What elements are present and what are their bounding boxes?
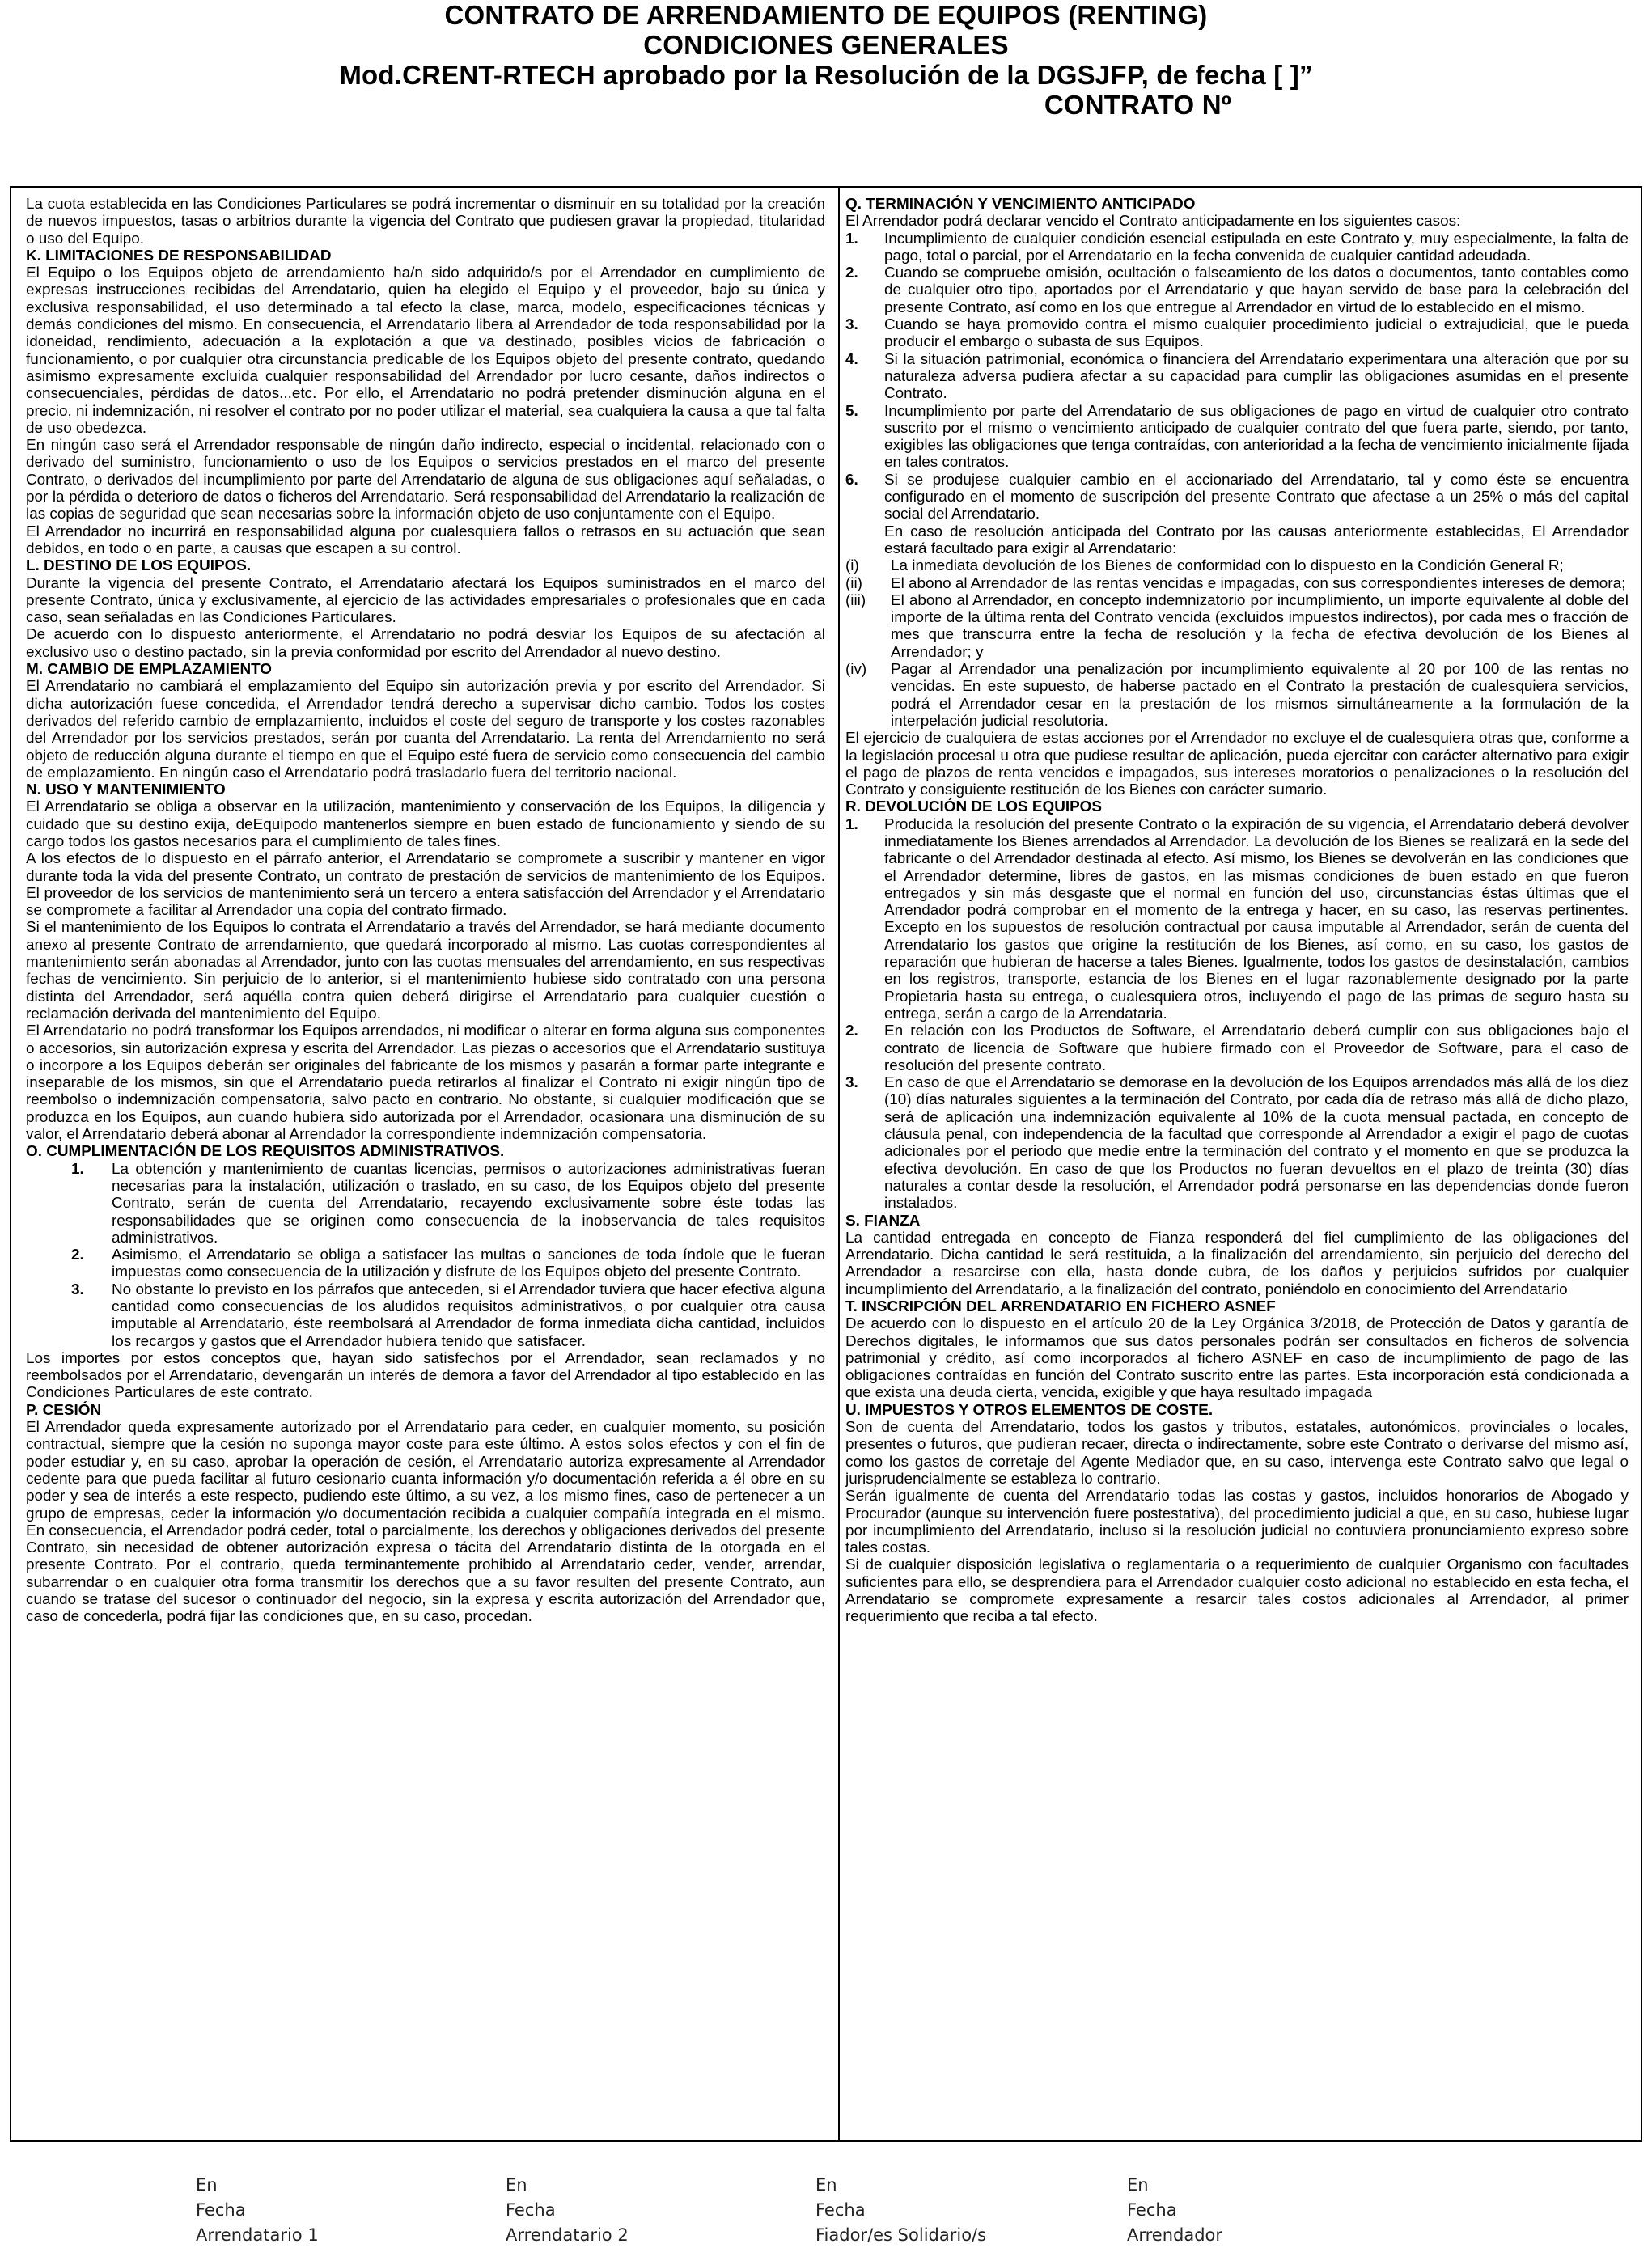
- list-item-text: Si se produjese cualquier cambio en el accionariado del Arrendatario, tal y como éste se encuentra configurado en el momento de suscripción del presente Contrato que afectase a un 25% o más del capital social del Arrendatario.: [884, 471, 1629, 523]
- header-title: CONTRATO DE ARRENDAMIENTO DE EQUIPOS (RENTING): [444, 0, 1208, 30]
- list-item: [845, 351, 1629, 403]
- list-item-text: La obtención y mantenimiento de cuantas licencias, permisos o autorizaciones administrativas fueran necesarias para la instalación, utilización o traslado, en su caso, de los Equipos objeto del presente Contrato, serán de cuenta del Arrendatario, recayendo exclusivamente sobre éste todas las responsabilidades que se originen como consecuencia de la inobservancia de tales requisitos administrativos.: [112, 1160, 825, 1247]
- section-q-paragraph: El ejercicio de cualquiera de estas acciones por el Arrendador no excluye el de cualesquiera otras que, conforme a la legislación procesal u otra que pudiese resultar de aplicación, pueda ejercitar con carácter alternativo para exigir el pago de plazos de renta vencidos e impagados, sus intereses moratorios o penalizaciones o la resolución del Contrato y consiguiente restitución de los Bienes con carácter sumario.: [845, 730, 1629, 799]
- list-item: [845, 472, 1629, 523]
- list-item-number: (iii): [845, 591, 866, 609]
- list-item-text: En relación con los Productos de Software, el Arrendatario deberá cumplir con sus obligaciones bajo el contrato de licencia de Software que hubiere firmado con el Proveedor de Software, para el caso de resolución del presente contrato.: [884, 1022, 1629, 1074]
- signature-place-label: En: [196, 2175, 218, 2195]
- section-p-title: P. CESIÓN: [26, 1401, 102, 1419]
- list-item-number: 1.: [845, 815, 858, 833]
- section-n-title: N. USO Y MANTENIMIENTO: [26, 781, 226, 799]
- list-item: [845, 1022, 1629, 1074]
- signature-date-label: Fecha: [506, 2200, 556, 2220]
- list-item-number: 1.: [71, 1160, 84, 1178]
- section-k-title: K. LIMITACIONES DE RESPONSABILIDAD: [26, 247, 332, 265]
- list-item-number: 5.: [845, 402, 858, 420]
- section-r-list: [845, 816, 1629, 1213]
- section-q-intro: El Arrendador podrá declarar vencido el Contrato anticipadamente en los siguientes casos:: [845, 213, 1461, 231]
- list-item-text: Incumplimiento por parte del Arrendatario de sus obligaciones de pago en virtud de cualquier otro contrato suscrito por el mismo o vencimiento anticipado de cualquier contrato del que fuera parte, siendo, por tanto, exigibles las obligaciones que tenga contraídas, con anterioridad a la fecha de vencimiento inicialmente fijada en tales contratos.: [884, 402, 1629, 472]
- list-item-number: (iv): [845, 661, 867, 679]
- list-item-text: El abono al Arrendador de las rentas vencidas e impagadas, con sus correspondientes intereses de demora;: [891, 574, 1626, 592]
- list-item: [71, 1247, 825, 1281]
- section-t-paragraph: De acuerdo con lo dispuesto en el artículo 20 de la Ley Orgánica 3/2018, de Protección de Datos y garantía de Derechos digitales, le informamos que sus datos personales podrán ser consultados en ficheros de solvencia patrimonial y crédito, así como incorporados al fichero ASNEF en caso de incumplimiento de pago de las obligaciones contraídas en función del Contrato suscrito entre las partes. Esta incorporación está condicionada a que exista una deuda cierta, vencida, exigible y que haya resultado impagada: [845, 1315, 1629, 1402]
- list-item-text: Incumplimiento de cualquier condición esencial estipulada en este Contrato y, muy especialmente, la falta de pago, total o parcial, por el Arrendatario en la fecha convenida de cualquier cantidad adeudada.: [884, 230, 1629, 265]
- signature-place-label: En: [1127, 2175, 1149, 2195]
- section-o-list: [26, 1161, 825, 1350]
- list-item-number: 2.: [845, 265, 858, 282]
- signature-date-label: Fecha: [815, 2200, 866, 2220]
- section-u-paragraph: Serán igualmente de cuenta del Arrendatario todas las costas y gastos, incluidos honorarios de Abogado y Procurador (aunque su intervención fuere postestativa), del procedimiento judicial a que, en su caso, hubiese lugar por incumplimiento del Arrendatario, incluso si la resolución judicial no contuviera pronunciamiento expreso sobre tales costas.: [845, 1488, 1629, 1557]
- list-item-text: El abono al Arrendador, en concepto indemnizatorio por incumplimiento, un importe equivalente al doble del importe de la última renta del Contrato vencida (excluidos impuestos indirectos), por cada mes o fracción de mes que transcurra entre la fecha de resolución y la fecha de efectiva devolución de los Bienes al Arrendador; y: [891, 591, 1629, 661]
- signature-place-label: En: [815, 2175, 837, 2195]
- section-k-paragraph: El Arrendador no incurrirá en responsabilidad alguna por cualesquiera fallos o retrasos en su actuación que sean debidos, en todo o en parte, a causas que escapen a su control.: [26, 523, 825, 557]
- section-u-paragraph: Son de cuenta del Arrendatario, todos los gastos y tributos, estatales, autonómicos, provinciales o locales, presentes o futuros, que pudieran recaer, directa o indirectamente, sobre este Contrato o derivarse del mismo así, como los gastos de corretaje del Agente Mediador que, en su caso, intervenga este Contrato salvo que legal o jurisprudencialmente se estableza lo contrario.: [845, 1419, 1629, 1488]
- signature-place-label: En: [506, 2175, 527, 2195]
- list-item-number: 3.: [71, 1281, 84, 1298]
- section-n-paragraph: El Arrendatario no podrá transformar los Equipos arrendados, ni modificar o alterar en forma alguna sus componentes o accesorios, sin autorización expresa y escrita del Arrendador. Las piezas o accesorios que el Arrendatario sustituya o incorpore a los Equipos deberán ser originales del fabricante de los mismos y pasarán a formar parte integrante e inseparable de los mismos, sin que el Arrendatario pueda retirarlos al finalizar el Contrato ni exigir ningún tipo de reembolso o indemnización compensatoria, salvo pacto en contrario. No obstante, si cualquier modificación que se produzca en los Equipos, aun cuando hubiera sido autorizada por el Arrendador, ocasionara una disminución de su valor, el Arrendatario deberá abonar al Arrendador la correspondiente indemnización compensatoria.: [26, 1022, 825, 1144]
- signature-role-label: Arrendatario 1: [196, 2225, 319, 2245]
- section-r-title: R. DEVOLUCIÓN DE LOS EQUIPOS: [845, 798, 1102, 816]
- section-o-title: O. CUMPLIMENTACIÓN DE LOS REQUISITOS ADMINISTRATIVOS.: [26, 1143, 505, 1161]
- intro-paragraph: La cuota establecida en las Condiciones Particulares se podrá incrementar o disminuir en su totalidad por la creación de nuevos impuestos, tasas o arbitrios durante la vigencia del Contrato que pudiesen gravar la propiedad, titularidad o uso del Equipo.: [26, 196, 825, 248]
- section-p-paragraph: El Arrendador queda expresamente autorizado por el Arrendatario para ceder, en cualquier momento, su posición contractual, siempre que la cesión no suponga mayor coste para este último. A estos solos efectos y con el fin de poder estudiar y, en su caso, aprobar la operación de cesión, el Arrendatario autoriza expresamente al Arrendador cedente para que pueda facilitar al futuro cesionario cuanta información y/o documentación referida a él obre en su poder y sea de interés a este respecto, pudiendo este último, a su vez, a los mismo fines, caso de pertenecer a un grupo de empresas, ceder la información y/o documentación recibida a cualquier compañía integrada en el mismo. En consecuencia, el Arrendador podrá ceder, total o parcialmente, los derechos y obligaciones derivados del presente Contrato, sin necesidad de obtener autorización expresa o tácita del Arrendatario distinta de la otorgada en el presente Contrato. Por el contrario, queda terminantemente prohibido al Arrendatario ceder, vender, arrendar, subarrendar o en cualquier otra forma transmitir los derechos que a su favor resulten del presente Contrato, aun cuando se tratase del sucesor o continuador del negocio, sin la expresa y escrita autorización del Arrendador que, caso de concederla, podrá fijar las condiciones que, en su caso, procedan.: [26, 1419, 825, 1626]
- list-item-text: Si la situación patrimonial, económica o financiera del Arrendatario experimentara una alteración que por su naturaleza adversa pudiera afectar a su capacidad para cumplir las obligaciones asumidas en el presente Contrato.: [884, 350, 1629, 403]
- list-item-text: En caso de que el Arrendatario se demorase en la devolución de los Equipos arrendados más allá de los diez (10) días naturales siguientes a la terminación del Contrato, por cada día de retraso más allá de dicho plazo, será de aplicación una indemnización equivalente al 10% de la cuota mensual pactada, en concepto de cláusula penal, con independencia de la facultad que corresponde al Arrendador a exigir el pago de cuotas adicionales por el periodo que medie entre la terminación del contrato y el momento en que se produzca la efectiva devolución. En caso de que los Productos no fueran devueltos en el plazo de treinta (30) días naturales a contar desde la resolución, el Arrendador podrá personarse en las dependencias donde fueron instalados.: [884, 1074, 1629, 1213]
- section-q-paragraph: En caso de resolución anticipada del Contrato por las causas anteriormente establecidas, El Arrendador estará facultado para exigir al Arrendatario:: [884, 523, 1629, 557]
- list-item-number: (ii): [845, 574, 862, 592]
- section-q-roman-list: [845, 557, 1629, 730]
- section-t-title: T. INSCRIPCIÓN DEL ARRENDATARIO EN FICHERO ASNEF: [845, 1298, 1276, 1315]
- section-k-paragraph: El Equipo o los Equipos objeto de arrendamiento ha/n sido adquirido/s por el Arrendador en cumplimiento de expresas instrucciones recibidas del Arrendatario, quien ha elegido el Equipo y el proveedor, bajo su única y exclusiva responsabilidad, el uso determinado a tal efecto la clase, marca, modelo, especificaciones técnicas y demás condiciones del mismo. En consecuencia, el Arrendatario libera al Arrendador de toda responsabilidad por la idoneidad, rendimiento, adecuación a la explotación a que va destinado, posibles vicios de fabricación o funcionamiento, o por cualquier otra circunstancia predicable de los Equipos objeto del presente contrato, quedando asimismo expresamente excluida cualquier responsabilidad del Arrendador por lucro cesante, daños indirectos o consecuenciales, pérdidas de datos...etc. Por ello, el Arrendatario no podrá pretender disminución alguna en el precio, ni indemnización, ni resolver el contrato por no poder utilizar el material, sea cualquiera la causa a que tal falta de uso obedezca.: [26, 265, 825, 437]
- section-u-paragraph: Si de cualquier disposición legislativa o reglamentaria o a requerimiento de cualquier Organismo con facultades suficientes para ello, se desprendiera para el Arrendador cualquier costo adicional no establecido en esta fecha, el Arrendatario se compromete expresamente a resarcir tales costos adicionales al Arrendador, al primer requerimiento que reciba a tal efecto.: [845, 1556, 1629, 1626]
- right-column: [845, 196, 1629, 1626]
- list-item: [845, 575, 1629, 592]
- list-item-number: 2.: [845, 1022, 858, 1040]
- list-item: [71, 1281, 825, 1350]
- signature-date-label: Fecha: [1127, 2200, 1177, 2220]
- section-s-paragraph: La cantidad entregada en concepto de Fianza responderá del fiel cumplimiento de las obligaciones del Arrendatario. Dicha cantidad le será restituida, a la finalización del arrendamiento, sin perjuicio del derecho del Arrendador a resarcirse con ella, hasta donde cubra, de los daños y perjuicios sufridos por cualquier incumplimiento del Arrendatario, a la finalización del contrato, poniéndolo en conocimiento del Arrendatario: [845, 1229, 1629, 1298]
- section-n-paragraph: A los efectos de lo dispuesto en el párrafo anterior, el Arrendatario se compromete a suscribir y mantener en vigor durante toda la vida del presente Contrato, un contrato de prestación de servicios de mantenimiento de los Equipos. El proveedor de los servicios de mantenimiento será un tercero a entera satisfacción del Arrendador y el Arrendatario se compromete a facilitar al Arrendador una copia del contrato firmado.: [26, 850, 825, 920]
- list-item: [845, 816, 1629, 1023]
- list-item: [845, 661, 1629, 730]
- list-item-text: La inmediata devolución de los Bienes de conformidad con lo dispuesto en la Condición General R;: [891, 557, 1564, 575]
- list-item: [845, 592, 1629, 661]
- list-item-text: No obstante lo previsto en los párrafos que anteceden, si el Arrendador tuviera que hacer efectiva alguna cantidad como consecuencias de los aludidos requisitos administrativos, o por cualquier otra causa imputable al Arrendatario, éste reembolsará al Arrendador de forma inmediata dicha cantidad, incluidos los recargos y gastos que el Arrendador hubiera tenido que satisfacer.: [112, 1281, 825, 1350]
- list-item-text: Pagar al Arrendador una penalización por incumplimiento equivalente al 20 por 100 de las rentas no vencidas. En este supuesto, de haberse pactado en el Contrato la prestación de cualesquiera servicios, podrá el Arrendador cesar en la prestación de los mismos simultáneamente a la formulación de la interpelación judicial resolutoria.: [891, 661, 1629, 730]
- list-item: [845, 316, 1629, 351]
- signature-role-label: Arrendador: [1127, 2225, 1223, 2245]
- section-q-list: [845, 231, 1629, 523]
- signature-block: [0, 2173, 1652, 2246]
- document-header: [0, 0, 1652, 120]
- section-m-title: M. CAMBIO DE EMPLAZAMIENTO: [26, 661, 272, 679]
- section-l-paragraph: De acuerdo con lo dispuesto anteriormente, el Arrendatario no podrá desviar los Equipos de su afectación al exclusivo uso o destino pactado, sin la previa conformidad por escrito del Arrendador al nuevo destino.: [26, 626, 825, 661]
- signature-role-label: Fiador/es Solidario/s: [815, 2225, 987, 2245]
- list-item: [71, 1161, 825, 1247]
- section-n-paragraph: El Arrendatario se obliga a observar en la utilización, mantenimiento y conservación de los Equipos, la diligencia y cuidado que su destino exija, deEquipodo mantenerlos siempre en buen estado de funcionamiento y siendo de su cargo todos los gastos necesarios para el cumplimiento de tales fines.: [26, 798, 825, 850]
- list-item: [845, 403, 1629, 472]
- list-item-number: 3.: [845, 316, 858, 334]
- section-l-paragraph: Durante la vigencia del presente Contrato, el Arrendatario afectará los Equipos suministrados en el marco del presente Contrato, única y exclusivamente, al ejercicio de las actividades empresariales o profesionales que en cada caso, sean señaladas en las Condiciones Particulares.: [26, 574, 825, 627]
- section-n-paragraph: Si el mantenimiento de los Equipos lo contrata el Arrendatario a través del Arrendador, se hará mediante documento anexo al presente Contrato de arrendamiento, que quedará incorporado al mismo. Las cuotas correspondientes al mantenimiento serán abonadas al Arrendador, junto con las cuotas mensuales del arrendamiento, en sus respectivas fechas de vencimiento. Sin perjuicio de lo anterior, si el mantenimiento hubiese sido contratado con una persona distinta del Arrendador, será aquélla contra quien deberá dirigirse el Arrendatario para cualquier cuestión o reclamación derivada del mantenimiento del Equipo.: [26, 919, 825, 1022]
- list-item-number: 6.: [845, 471, 858, 489]
- signature-lessee-1: [196, 2173, 319, 2248]
- list-item-number: 4.: [845, 350, 858, 368]
- header-subtitle: CONDICIONES GENERALES: [643, 30, 1009, 60]
- left-column: [26, 196, 825, 1626]
- section-q-title: Q. TERMINACIÓN Y VENCIMIENTO ANTICIPADO: [845, 196, 1196, 213]
- list-item: [845, 265, 1629, 316]
- list-item-text: Producida la resolución del presente Contrato o la expiración de su vigencia, el Arrendatario deberá devolver inmediatamente los Bienes arrendados al Arrendador. La devolución de los Bienes se realizará en la sede del fabricante o del Arrendador destinada al efecto. Así mismo, los Bienes se devolverán en las condiciones que el Arrendador determine, libres de gastos, en las mismas condiciones de buen estado en que fueron entregados y sin más desgaste que el normal en función del uso, circunstancias éstas últimas que el Arrendador podrá comprobar en el momento de la entrega y hacer, en su caso, las reservas pertinentes. Excepto en los supuestos de resolución contractual por causa imputable al Arrendador, serán de cuenta del Arrendatario los gastos que origine la restitución de los Bienes, así como, en su caso, los gastos de reparación que hubieran de hacerse a tales Bienes. Igualmente, todos los gastos de desinstalación, cambios en los registros, transporte, estancia de los Bienes en el lugar razonablemente designado por la parte Propietaria hasta su entrega, o cualesquiera otros, incluyendo el pago de las primas de seguro hasta su entrega, serán a cargo de la Arrendataria.: [884, 815, 1629, 1022]
- list-item: [845, 1074, 1629, 1212]
- signature-role-label: Arrendatario 2: [506, 2225, 629, 2245]
- section-k-paragraph: En ningún caso será el Arrendador responsable de ningún daño indirecto, especial o incidental, relacionado con o derivado del suministro, funcionamiento o uso de los Equipos o servicios prestados en el marco del presente Contrato, o derivados del incumplimiento por parte del Arrendatario de alguna de sus obligaciones aquí señaladas, o por la pérdida o deterioro de datos o ficheros del Arrendatario. Será responsabilidad del Arrendatario la realización de las copias de seguridad que sean necesarias sobre la información objeto de uso conjuntamente con el Equipo.: [26, 437, 825, 523]
- signature-lessee-2: [506, 2173, 629, 2248]
- signature-date-label: Fecha: [196, 2200, 246, 2220]
- list-item-number: 1.: [845, 230, 858, 248]
- section-m-paragraph: El Arrendatario no cambiará el emplazamiento del Equipo sin autorización previa y por escrito del Arrendador. Si dicha autorización fuese concedida, el Arrendador tendrá derecho a supervisar dicho cambio. Todos los costes derivados del referido cambio de emplazamiento, incluidos el coste del seguro de transporte y los costes razonables del Arrendador por los servicios prestados, serán por cuanta del Arrendatario. La renta del Arrendamiento no será objeto de reducción alguna durante el tiempo en que el Equipo esté fuera de servicio como consecuencia del cambio de emplazamiento. En ningún caso el Arrendatario podrá trasladarlo fuera del territorio nacional.: [26, 678, 825, 781]
- list-item-number: (i): [845, 557, 859, 575]
- signature-guarantor: [815, 2173, 986, 2248]
- list-item-number: 3.: [845, 1074, 858, 1092]
- section-o-paragraph: Los importes por estos conceptos que, hayan sido satisfechos por el Arrendador, sean reclamados y no reembolsados por el Arrendatario, devengarán un interés de demora a favor del Arrendador al tipo establecido en las Condiciones Particulares de este contrato.: [26, 1349, 825, 1402]
- signature-lessor: [1127, 2173, 1222, 2248]
- list-item-text: Asimismo, el Arrendatario se obliga a satisfacer las multas o sanciones de toda índole que le fueran impuestas como consecuencia de la utilización y disfrute de los Equipos objeto del presente Contrato.: [112, 1247, 825, 1281]
- section-u-title: U. IMPUESTOS Y OTROS ELEMENTOS DE COSTE.: [845, 1401, 1214, 1419]
- section-s-title: S. FIANZA: [845, 1212, 921, 1230]
- header-contract-number: CONTRATO Nº: [1044, 90, 1231, 120]
- list-item-text: Cuando se haya promovido contra el mismo cualquier procedimiento judicial o extrajudicial, que le pueda producir el embargo o subasta de sus Equipos.: [884, 316, 1629, 351]
- list-item-number: 2.: [71, 1247, 84, 1264]
- list-item: [845, 557, 1629, 574]
- list-item: [845, 231, 1629, 265]
- section-l-title: L. DESTINO DE LOS EQUIPOS.: [26, 557, 252, 575]
- header-model: Mod.CRENT-RTECH aprobado por la Resolución de la DGSJFP, de fecha [ ]”: [339, 60, 1313, 90]
- column-divider: [838, 188, 840, 2140]
- conditions-box: [10, 186, 1642, 2142]
- list-item-text: Cuando se compruebe omisión, ocultación o falseamiento de los datos o documentos, tanto contables como de cualquier otro tipo, aportados por el Arrendatario y que hayan servido de base para la celebración del presente Contrato, así como en los que entregue al Arrendador en virtud de lo establecido en el mismo.: [884, 265, 1629, 316]
